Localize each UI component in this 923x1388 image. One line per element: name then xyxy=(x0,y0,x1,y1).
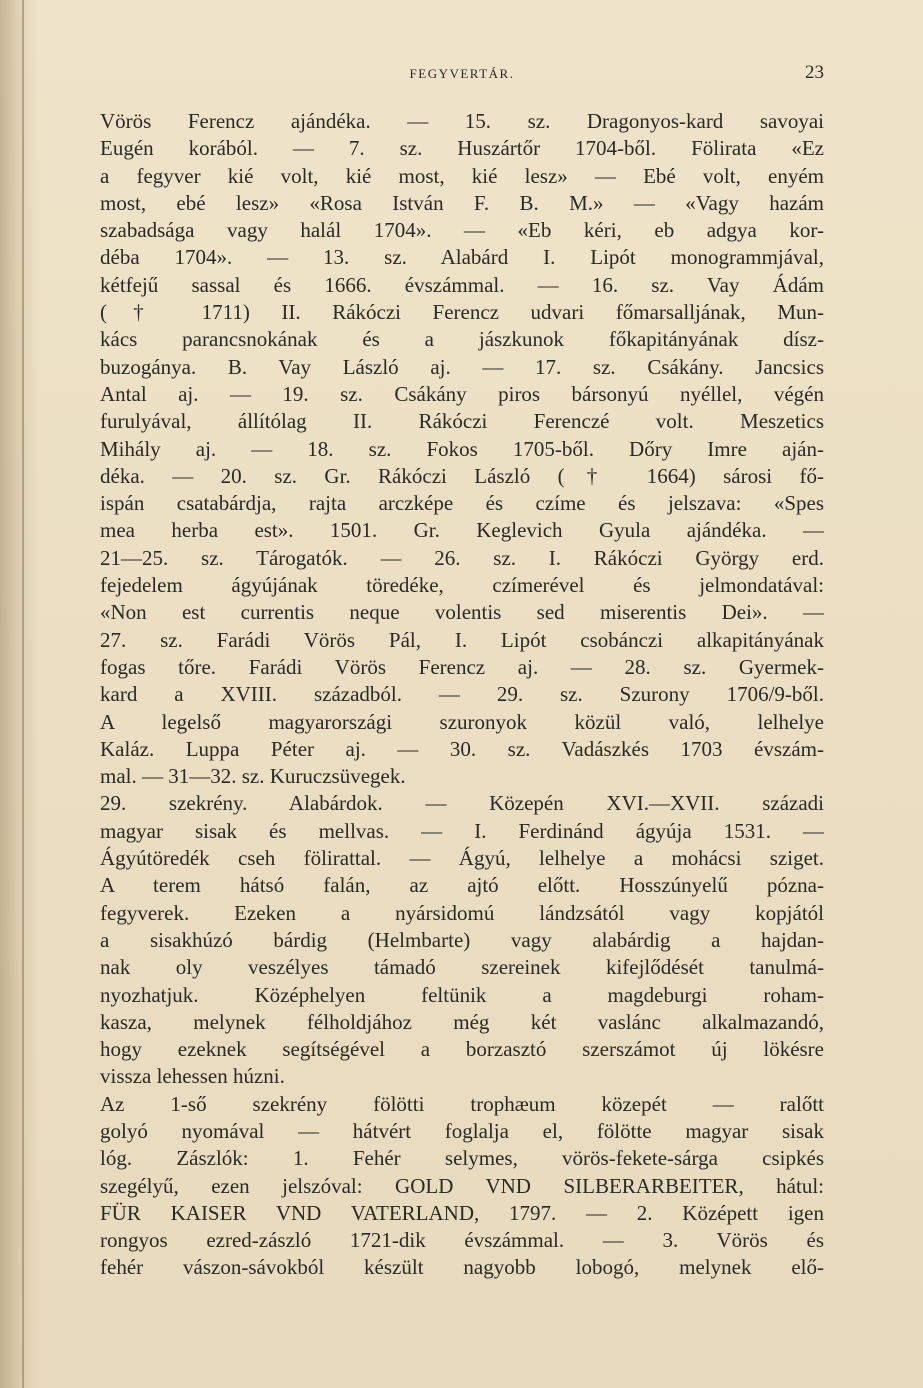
text-line: kétfejű sassal és 1666. évszámmal. — 16. sz. Vay Ádám xyxy=(100,272,824,297)
text-line: «Non est currentis neque volentis sed miserentis Dei». — xyxy=(100,600,824,625)
text-line: mal. — 31—32. sz. Kuruczsüvegek. xyxy=(100,764,406,789)
text-line: lóg. Zászlók: 1. Fehér selymes, vörös-fekete-sárga csipkés xyxy=(100,1146,824,1171)
text-line: Eugén korából. — 7. sz. Huszártőr 1704-ből. Fölirata «Ez xyxy=(100,136,824,161)
text-line: a fegyver kié volt, kié most, kié lesz» — Ebé volt, enyém xyxy=(100,163,824,188)
text-line: golyó nyomával — hátvért foglalja el, fölötte magyar sisak xyxy=(100,1118,824,1143)
text-line: 21—25. sz. Tárogatók. — 26. sz. I. Rákóczi György erd. xyxy=(100,545,824,570)
text-line: buzogánya. B. Vay László aj. — 17. sz. Csákány. Jancsics xyxy=(100,354,824,379)
text-line: A legelső magyarországi szuronyok közül való, lelhelye xyxy=(100,709,824,734)
text-line: rongyos ezred-zászló 1721-dik évszámmal. — 3. Vörös és xyxy=(100,1228,824,1253)
text-line: nyozhatjuk. Középhelyen feltünik a magdeburgi roham- xyxy=(100,982,824,1007)
text-line: kasza, melynek félholdjához még két vaslánc alkalmazandó, xyxy=(100,1009,824,1034)
binding-edge xyxy=(22,0,24,1388)
page-number: 23 xyxy=(805,62,824,83)
page-header xyxy=(100,62,824,86)
text-line: A terem hátsó falán, az ajtó előtt. Hosszúnyelű pózna- xyxy=(100,873,824,898)
text-line: 29. szekrény. Alabárdok. — Közepén XVI.—XVII. századi xyxy=(100,791,824,816)
text-line: vissza lehessen húzni. xyxy=(100,1064,285,1089)
text-line: déba 1704». — 13. sz. Alabárd I. Lipót monogrammjával, xyxy=(100,245,824,270)
text-line: fogas tőre. Farádi Vörös Ferencz aj. — 28. sz. Gyermek- xyxy=(100,654,824,679)
text-line: magyar sisak és mellvas. — I. Ferdinánd ágyúja 1531. — xyxy=(100,818,824,843)
text-line: († 1711) II. Rákóczi Ferencz udvari főmarsalljának, Mun- xyxy=(100,300,824,325)
text-line: Mihály aj. — 18. sz. Fokos 1705-ből. Dőry Imre aján- xyxy=(100,436,824,461)
text-line: kard a XVIII. századból. — 29. sz. Szurony 1706/9-ből. xyxy=(100,682,824,707)
text-line: Kaláz. Luppa Péter aj. — 30. sz. Vadászkés 1703 évszám- xyxy=(100,736,824,761)
text-line: hogy ezeknek segítségével a borzasztó szerszámot új lökésre xyxy=(100,1037,824,1062)
text-line: most, ebé lesz» «Rosa István F. B. M.» — «Vagy hazám xyxy=(100,190,824,215)
text-line: szabadsága vagy halál 1704». — «Eb kéri, eb adgya kor- xyxy=(100,218,824,243)
text-line: nak oly veszélyes támadó szereinek kifejlődését tanulmá- xyxy=(100,955,824,980)
text-line: mea herba est». 1501. Gr. Keglevich Gyula ajándéka. — xyxy=(100,518,824,543)
text-line: FÜR KAISER VND VATERLAND, 1797. — 2. Középett igen xyxy=(100,1200,824,1225)
text-line: ispán csatabárdja, rajta arczképe és czíme és jelszava: «Spes xyxy=(100,491,824,516)
text-line: szegélyű, ezen jelszóval: GOLD VND SILBERARBEITER, hátul: xyxy=(100,1173,824,1198)
text-line: Vörös Ferencz ajándéka. — 15. sz. Dragonyos-kard savoyai xyxy=(100,109,824,133)
text-line: 27. sz. Farádi Vörös Pál, I. Lipót csobánczi alkapitányának xyxy=(100,627,824,652)
body-text xyxy=(100,108,824,1282)
text-line: déka. — 20. sz. Gr. Rákóczi László († 1664) sárosi fő- xyxy=(100,463,824,488)
running-title: FEGYVERTÁR. xyxy=(409,66,515,81)
text-line: kács parancsnokának és a jászkunok főkapitányának dísz- xyxy=(100,327,824,352)
text-line: furulyával, állítólag II. Rákóczi Ferenczé volt. Meszetics xyxy=(100,409,824,434)
text-line: Ágyútöredék cseh fölirattal. — Ágyú, lelhelye a mohácsi sziget. xyxy=(100,846,824,871)
text-line: fejedelem ágyújának töredéke, czímerével és jelmondatával: xyxy=(100,573,824,598)
text-line: a sisakhúzó bárdig (Helmbarte) vagy alabárdig a hajdan- xyxy=(100,927,824,952)
text-line: fehér vászon-sávokból készült nagyobb lobogó, melynek elő- xyxy=(100,1255,824,1280)
text-line: Az 1-ső szekrény fölötti trophæum közepét — ralőtt xyxy=(100,1091,824,1116)
text-line: Antal aj. — 19. sz. Csákány piros bársonyú nyéllel, végén xyxy=(100,381,824,406)
text-line: fegyverek. Ezeken a nyársidomú lándzsától vagy kopjától xyxy=(100,900,824,925)
